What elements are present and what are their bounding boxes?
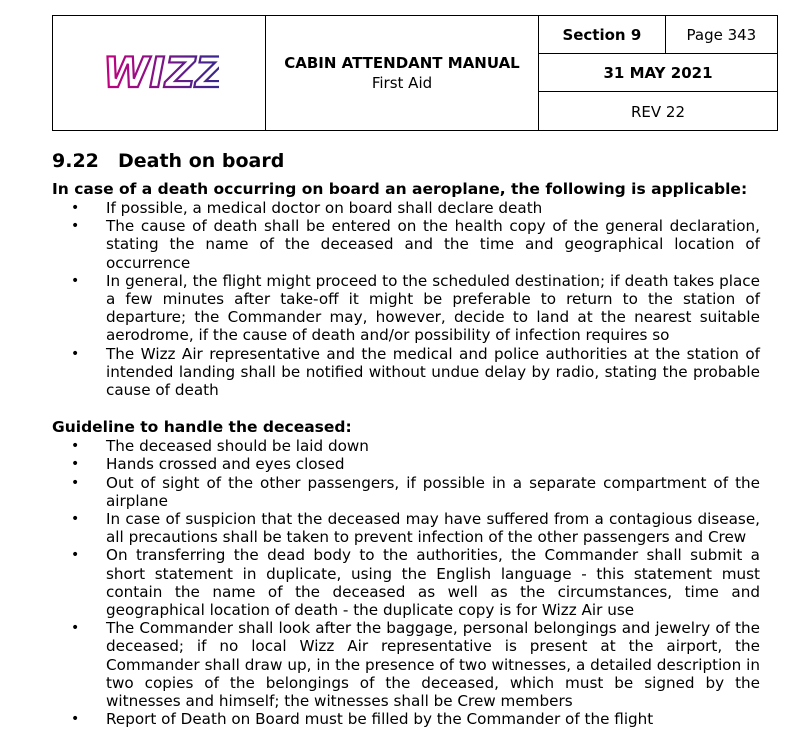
bullet-icon: •: [71, 218, 80, 235]
logo-cell: [53, 16, 266, 131]
section-number: 9.22: [52, 150, 99, 172]
document-body: [52, 150, 760, 728]
section-cell: [539, 16, 666, 54]
section-title: Death on board: [118, 150, 285, 172]
list-item-text: The Wizz Air representative and the medical and police authorities at the station of intended landing shall be notified without undue delay by radio, stating the probable cause of death: [106, 344, 760, 400]
revision-date: 31 MAY 2021: [603, 64, 713, 82]
bullet-icon: •: [71, 345, 80, 362]
list-item-text: The cause of death shall be entered on the health copy of the general declaration, stating the name of the deceased and the time and geographical location of occurrence: [106, 217, 760, 272]
applicable-list: [52, 199, 760, 399]
bullet-icon: •: [71, 474, 80, 491]
list-item-text: Report of Death on Board must be filled by the Commander of the flight: [106, 710, 654, 729]
list-item-text: Out of sight of the other passengers, if possible in a separate compartment of the airplane: [106, 473, 760, 510]
page-cell: [665, 16, 777, 54]
revision-cell: [539, 92, 778, 131]
bullet-icon: •: [71, 200, 80, 216]
wizz-logo: [99, 41, 219, 101]
list-item: [52, 272, 760, 345]
guideline-heading: Guideline to handle the deceased:: [52, 418, 352, 437]
manual-title: CABIN ATTENDANT MANUAL: [284, 54, 520, 72]
list-item-text: In case of suspicion that the deceased may have suffered from a contagious disease, all precautions shall be taken to prevent infection of the other passengers and Crew: [106, 510, 760, 547]
manual-title-cell: [266, 16, 539, 131]
intro-heading: In case of a death occurring on board an aeroplane, the following is applicable:: [52, 180, 748, 198]
bullet-icon: •: [71, 711, 80, 728]
bullet-icon: •: [71, 547, 80, 564]
date-cell: [539, 54, 778, 92]
list-item-text: Hands crossed and eyes closed: [106, 455, 345, 474]
list-item-text: The deceased should be laid down: [106, 437, 369, 456]
list-item: [52, 437, 760, 455]
list-item: [52, 710, 760, 728]
list-item: [52, 474, 760, 510]
list-item-text: The Commander shall look after the baggage, personal belongings and jewelry of the deceased; if no local Wizz Air representative is present at the airport, the Commander shall draw up, in the presence of two witnesses, a detailed description in two copies of the belongings of the deceased, which must be signed by the witnesses and himself; the witnesses shall be Crew members: [106, 619, 760, 711]
list-item: [52, 510, 760, 546]
svg-text:WIZZ: WIZZ: [103, 48, 219, 97]
list-item: [52, 455, 760, 473]
list-item: [52, 345, 760, 400]
document-header: [52, 15, 778, 131]
list-item: [52, 217, 760, 272]
bullet-icon: •: [71, 511, 80, 528]
manual-subtitle: First Aid: [371, 74, 433, 92]
bullet-icon: •: [71, 456, 80, 473]
revision-number: REV 22: [630, 102, 686, 121]
section-label: Section 9: [562, 26, 642, 44]
guideline-list: [52, 437, 760, 728]
list-item: [52, 546, 760, 619]
list-item: [52, 619, 760, 710]
list-item-text: On transferring the dead body to the authorities, the Commander shall submit a short statement in duplicate, using the English language - this statement must contain the name of the deceased as well as the circumstances, time and geographical location of death - the duplicate copy is for Wizz Air use: [106, 546, 760, 620]
bullet-icon: •: [71, 438, 80, 455]
list-item-text: In general, the flight might proceed to the scheduled destination; if death takes place a few minutes after take-off it might be preferable to return to the station of departure; the Commander may, however, decide to land at the nearest suitable aerodrome, if the cause of death and/or possibility of infection requires so: [106, 271, 760, 345]
list-item: [52, 199, 760, 217]
page-number: Page 343: [686, 26, 757, 44]
section-heading: [52, 150, 760, 172]
list-item-text: If possible, a medical doctor on board shall declare death: [106, 199, 543, 217]
bullet-icon: •: [71, 620, 80, 637]
bullet-icon: •: [71, 272, 80, 289]
